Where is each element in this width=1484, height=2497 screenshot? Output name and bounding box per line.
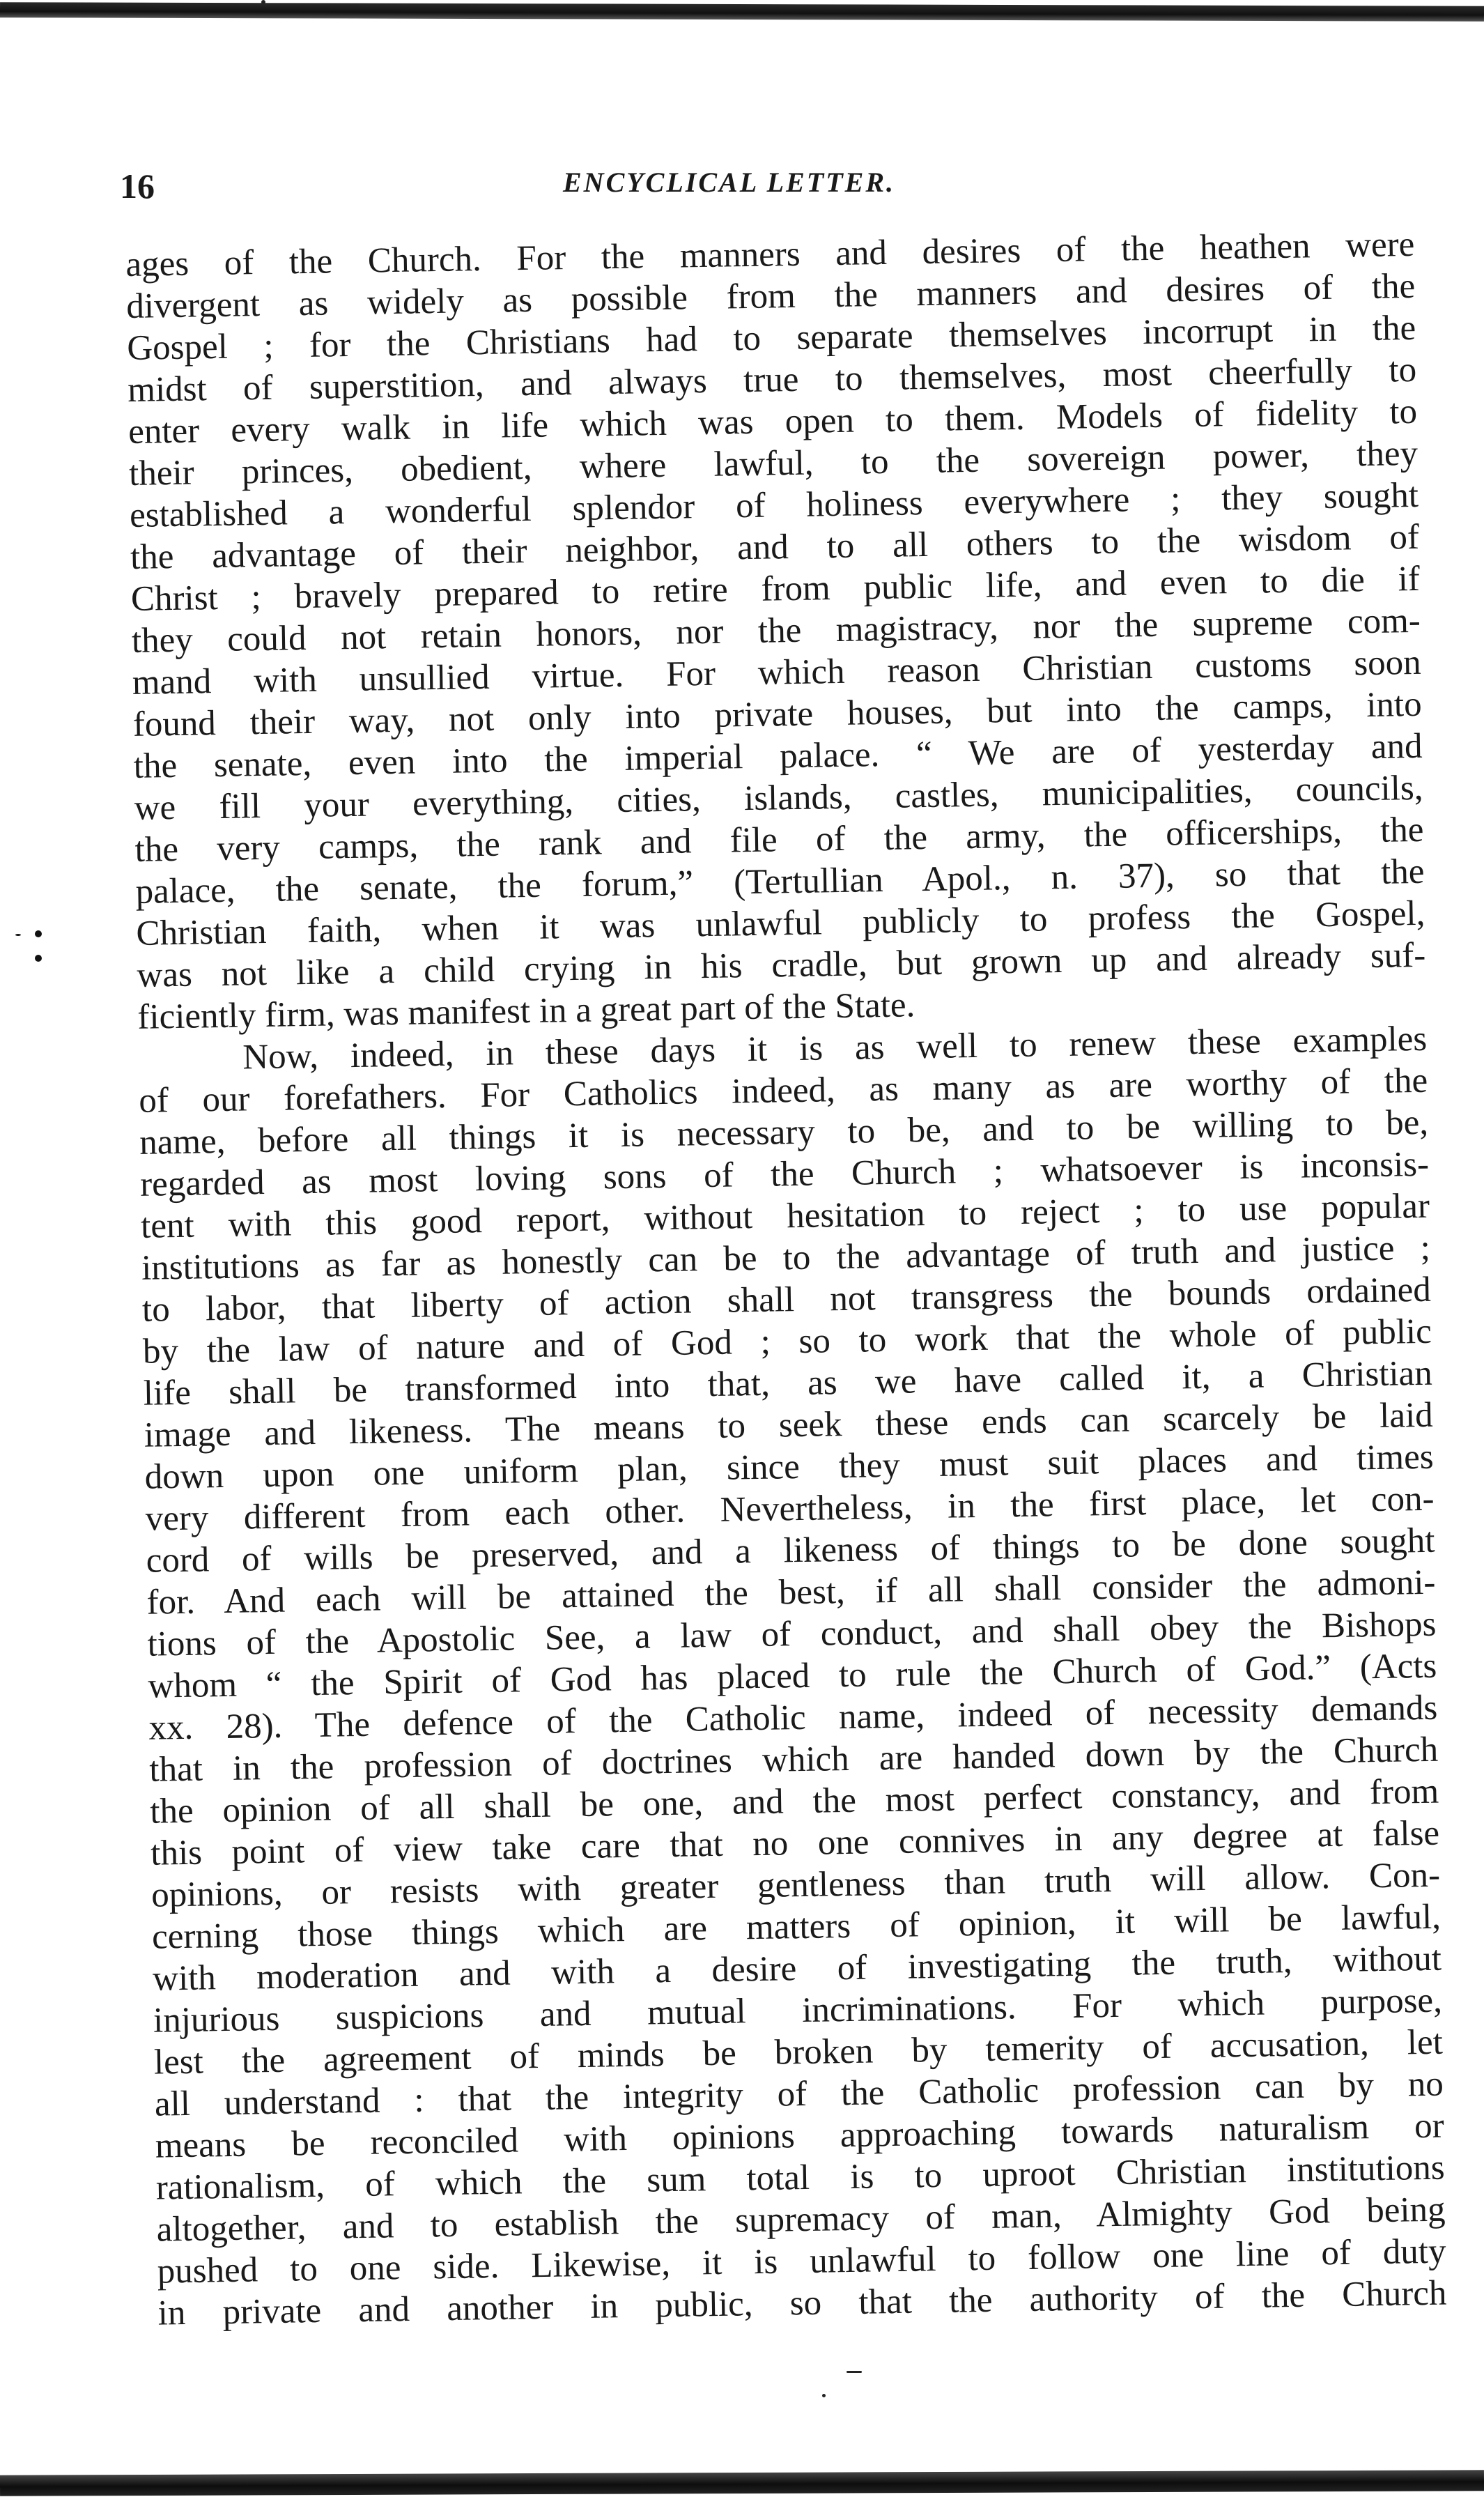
scan-border-bottom (0, 2470, 1484, 2496)
margin-mark (35, 955, 42, 962)
text-line: this point of view take care that no one connives in any degree at false (150, 1813, 1440, 1873)
page-number: 16 (120, 167, 155, 206)
text-line: cerning those things which are matters of opinion, it will be lawful, (151, 1897, 1442, 1957)
scan-speck (847, 2371, 862, 2373)
text-line: cord of wills be preserved, and a likeness of things to be done sought (146, 1521, 1435, 1581)
text-line: was not like a child crying in his cradle, but grown up and already suf- (137, 935, 1426, 995)
margin-mark (15, 934, 21, 936)
text-line: altogether, and to establish the supremacy of man, Almighty God being (156, 2190, 1446, 2250)
text-line: with moderation and with a desire of investigating the truth, without (152, 1939, 1442, 1999)
text-line: opinions, or resists with greater gentleness than truth will allow. Con- (150, 1855, 1441, 1915)
text-line: regarded as most loving sons of the Church ; whatsoever is inconsis- (139, 1144, 1430, 1204)
text-line: palace, the senate, the forum,” (Tertullian Apol., n. 37), so that the (135, 852, 1425, 912)
text-line: very different from each other. Nevertheless, in the first place, let con- (145, 1479, 1435, 1539)
text-line: divergent as widely as possible from the manners and desires of the (125, 266, 1416, 326)
text-line: their princes, obedient, where lawful, to the sovereign power, they (128, 433, 1419, 493)
text-line: Gospel ; for the Christians had to separate themselves incorrupt in the (126, 308, 1416, 368)
margin-mark (35, 930, 42, 937)
text-line: we fill your everything, cities, islands, castles, municipalities, councils, (134, 768, 1423, 828)
running-title: ENCYCLICAL LETTER. (563, 167, 896, 198)
text-line: ages of the Church. For the manners and desires of the heathen were (125, 224, 1415, 284)
text-line: institutions as far as honestly can be to the advantage of truth and justice ; (141, 1228, 1431, 1288)
text-line: mand with unsullied virtue. For which reason Christian customs soon (132, 643, 1422, 702)
text-line: tent with this good report, without hesitation to reject ; to use popular (140, 1186, 1430, 1246)
text-line: down upon one uniform plan, since they must suit places and times (144, 1437, 1435, 1497)
body-text (125, 224, 1447, 2335)
text-line: life shall be transformed into that, as we have called it, a Christian (143, 1353, 1433, 1413)
text-line: the senate, even into the imperial palace. “ We are of yesterday and (133, 726, 1423, 786)
text-line: midst of superstition, and always true to themselves, most cheerfully to (127, 350, 1417, 410)
scan-border-top (0, 2, 1484, 22)
text-line: image and likeness. The means to seek these ends can scarcely be laid (144, 1395, 1434, 1455)
text-line: all understand : that the integrity of the Catholic profession can by no (154, 2064, 1444, 2124)
text-line: for. And each will be attained the best, if all shall consider the admoni- (146, 1562, 1436, 1622)
paragraph-start-line: Now, indeed, in these days it is as well to renew these examples (242, 1019, 1428, 1077)
text-line: the advantage of their neighbor, and to all others to the wisdom of (130, 517, 1420, 577)
text-line: tions of the Apostolic See, a law of conduct, and shall obey the Bishops (147, 1604, 1437, 1664)
text-line: the opinion of all shall be one, and the most perfect constancy, and from (149, 1772, 1439, 1831)
text-line: injurious suspicions and mutual incriminations. For which purpose, (153, 1981, 1443, 2041)
scan-speck (261, 0, 265, 4)
text-line: whom “ the Spirit of God has placed to rule the Church of God.” (Acts (148, 1646, 1437, 1706)
text-line: lest the agreement of minds be broken by temerity of accusation, let (153, 2022, 1444, 2082)
text-line: xx. 28). The defence of the Catholic name, indeed of necessity demands (148, 1688, 1438, 1748)
text-line: that in the profession of doctrines which are handed down by the Church (148, 1730, 1439, 1790)
text-line: to labor, that liberty of action shall not transgress the bounds ordained (141, 1270, 1432, 1330)
text-line: means be reconciled with opinions approaching towards naturalism or (155, 2106, 1445, 2166)
text-line: pushed to one side. Likewise, it is unlawful to follow one line of duty (157, 2231, 1446, 2291)
text-line: the very camps, the rank and file of the army, the officerships, the (134, 810, 1424, 870)
text-line: found their way, not only into private houses, but into the camps, into (132, 684, 1423, 744)
text-line: of our forefathers. For Catholics indeed, as many as are worthy of the (138, 1061, 1428, 1121)
text-line: by the law of nature and of God ; so to work that the whole of public (142, 1312, 1432, 1372)
text-line: ficiently firm, was manifest in a great part of the State. (137, 985, 915, 1037)
text-line: enter every walk in life which was open to them. Models of fidelity to (127, 392, 1418, 452)
text-line: established a wonderful splendor of holiness everywhere ; they sought (129, 475, 1419, 535)
text-line: Christ ; bravely prepared to retire from public life, and even to die if (130, 559, 1421, 619)
text-line: they could not retain honors, nor the magistracy, nor the supreme com- (131, 601, 1421, 661)
text-line: Christian faith, when it was unlawful publicly to profess the Gospel, (136, 893, 1425, 953)
scan-speck (822, 2394, 826, 2397)
text-line: in private and another in public, so that the authority of the Church (157, 2273, 1447, 2333)
text-line: name, before all things it is necessary to be, and to be willing to be, (139, 1102, 1429, 1162)
text-line: rationalism, of which the sum total is to uproot Christian institutions (155, 2148, 1446, 2208)
